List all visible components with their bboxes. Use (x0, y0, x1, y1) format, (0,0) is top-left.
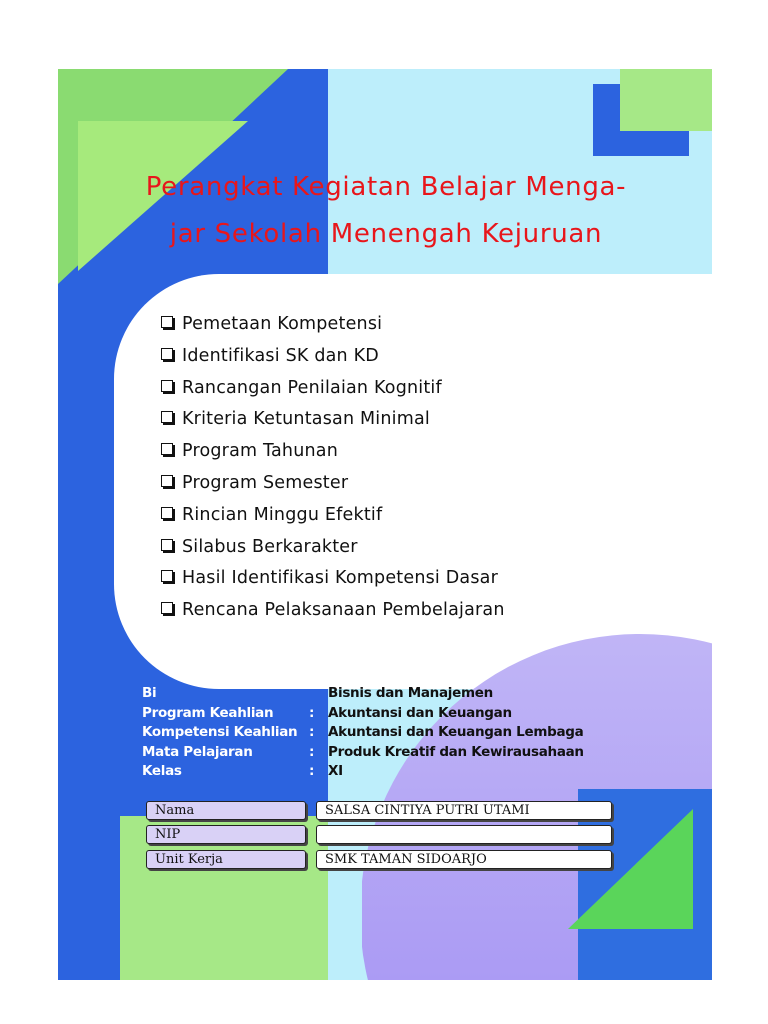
info-label: Kelas (142, 763, 182, 779)
list-item (161, 500, 505, 532)
info-value: Bisnis dan Manajemen (328, 685, 493, 701)
nip-field[interactable] (316, 825, 612, 844)
list-item (161, 468, 505, 500)
list-item-label: Program Tahunan (182, 441, 339, 462)
form-label: Unit Kerja (146, 850, 306, 869)
info-value: Akuntansi dan Keuangan (328, 704, 512, 721)
list-item (161, 341, 505, 373)
green-square-top-right (620, 69, 712, 131)
list-item-label: Program Semester (182, 472, 349, 493)
list-item (161, 309, 505, 341)
checkbox-icon (161, 539, 173, 551)
document-checklist (161, 309, 505, 627)
list-item-label: Rancangan Penilaian Kognitif (182, 377, 442, 398)
info-value: XI (328, 763, 343, 779)
checkbox-icon (161, 380, 173, 392)
checkbox-icon (161, 602, 173, 614)
checkbox-icon (161, 475, 173, 487)
list-item-label: Identifikasi SK dan KD (182, 345, 379, 366)
list-item-label: Kriteria Ketuntasan Minimal (182, 409, 430, 430)
unit-kerja-field[interactable]: SMK TAMAN SIDOARJO (316, 850, 612, 869)
info-label: Bi (142, 685, 157, 701)
form-label: Nama (146, 801, 306, 820)
checkbox-icon (161, 411, 173, 423)
list-item-label: Hasil Identifikasi Kompetensi Dasar (182, 568, 498, 589)
info-label: Kompetensi Keahlian (142, 724, 298, 740)
nama-field[interactable]: SALSA CINTIYA PUTRI UTAMI (316, 801, 612, 820)
list-item (161, 373, 505, 405)
list-item (161, 404, 505, 436)
title-line-1: Perangkat Kegiatan Belajar Menga- (145, 172, 627, 202)
list-item-label: Rincian Minggu Efektif (182, 504, 383, 525)
info-value: Akuntansi dan Keuangan Lembaga (328, 724, 584, 740)
list-item-label: Rencana Pelaksanaan Pembelajaran (182, 600, 505, 621)
checkbox-icon (161, 443, 173, 455)
info-colon: : (309, 724, 315, 740)
form-label: NIP (146, 825, 306, 844)
list-item (161, 436, 505, 468)
list-item (161, 532, 505, 564)
checkbox-icon (161, 570, 173, 582)
list-item-label: Pemetaan Kompetensi (182, 314, 383, 334)
info-colon: : (309, 763, 315, 779)
info-label: Program Keahlian (142, 704, 274, 721)
document-title (88, 164, 684, 258)
info-colon: : (309, 704, 315, 721)
checkbox-icon (161, 316, 173, 328)
checkbox-icon (161, 507, 173, 519)
list-item (161, 563, 505, 595)
checkbox-icon (161, 348, 173, 360)
info-colon: : (309, 743, 315, 760)
cover-page (58, 69, 712, 980)
list-item (161, 595, 505, 627)
info-value: Produk Kreatif dan Kewirausahaan (328, 743, 584, 760)
title-line-2: jar Sekolah Menengah Kejuruan (169, 219, 603, 249)
list-item-label: Silabus Berkarakter (182, 536, 358, 557)
info-label: Mata Pelajaran (142, 743, 253, 760)
